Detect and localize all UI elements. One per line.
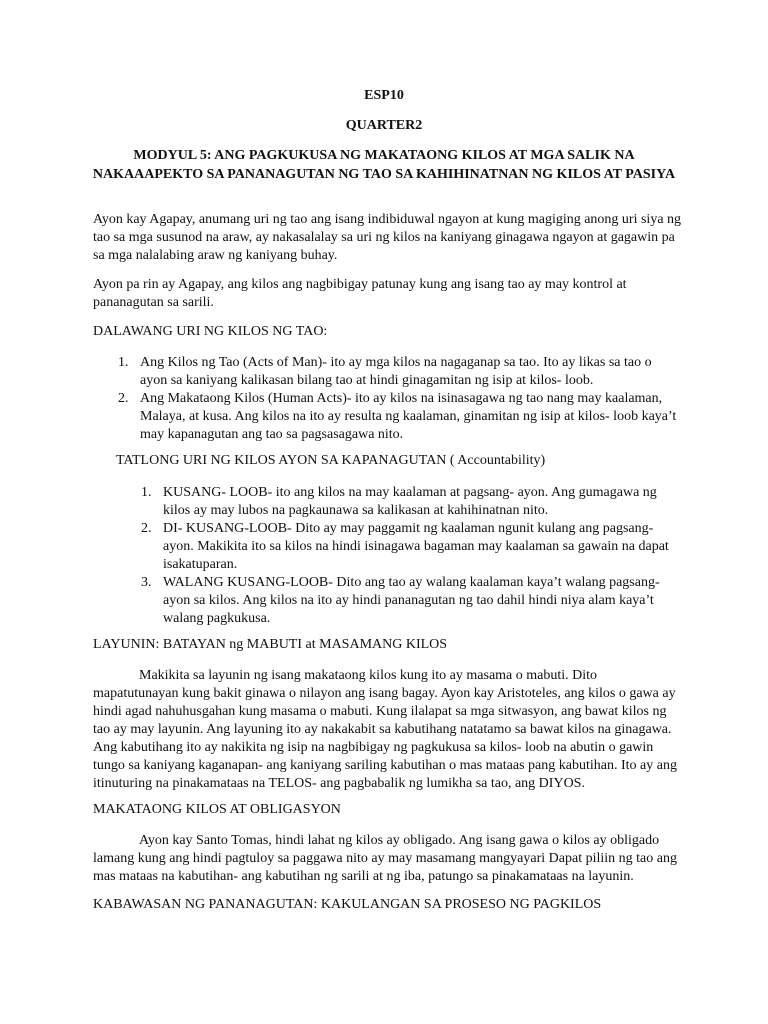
list-item-text: WALANG KUSANG-LOOB- Dito ang tao ay walang kaalaman kaya’t walang pagsang- ayon sa kilos. Ang kilos na ito ay hindi pananagutan ng tao dahil hindi niya alam kaya’t walang pagkukusa.	[163, 575, 660, 626]
list-item-text: DI- KUSANG-LOOB- Dito ay may paggamit ng kaalaman ngunit kulang ang pagsang- ayon. Makikita ito sa kilos na hindi isinagawa bagaman may kaalaman sa gawain na dapat isakatuparan.	[163, 521, 669, 572]
list-item	[141, 484, 678, 520]
list-item-number: 3.	[141, 575, 152, 590]
list-item-number: 1.	[141, 485, 152, 500]
list-item	[118, 354, 680, 390]
obligasyon-paragraph: Ayon kay Santo Tomas, hindi lahat ng kilos ay obligado. Ang isang gawa o kilos ay obligado lamang kung ang hindi pagtuloy sa paggawa nito ay may masamang mangyayari Dapat piliin ng tao ang mas mataas na kabutihan- ang kabutihan ng sarili at ng iba, patungo sa pinakamataas na layunin.	[93, 833, 677, 884]
intro-paragraph-2: Ayon pa rin ay Agapay, ang kilos ang nagbibigay patunay kung ang isang tao ay may kontrol at pananagutan sa sarili.	[93, 277, 627, 310]
list-item-text: Ang Makataong Kilos (Human Acts)- ito ay kilos na isinasagawa ng tao nang may kaalaman, Malaya, at kusa. Ang kilos na ito ay resulta ng kaalaman, ginamitan ng isip at kilos- loob kaya’t may kapanagutan ang tao sa pagsasagawa nito.	[140, 391, 677, 442]
list-item	[141, 574, 678, 628]
list-item-number: 2.	[141, 521, 152, 536]
list-item	[118, 390, 680, 444]
section-heading-layunin: LAYUNIN: BATAYAN ng MABUTI at MASAMANG KILOS	[93, 637, 448, 652]
list-item-number: 1.	[118, 355, 129, 370]
quarter-heading: QUARTER2	[345, 118, 423, 133]
list-item-number: 2.	[118, 391, 129, 406]
list-item-text: Ang Kilos ng Tao (Acts of Man)- ito ay mga kilos na nagaganap sa tao. Ito ay likas sa tao o ayon sa kaniyang kalikasan bilang tao at hindi ginagamitan ng isip at kilos- loob.	[140, 355, 652, 388]
intro-paragraph-1: Ayon kay Agapay, anumang uri ng tao ang isang indibiduwal ngayon at kung magiging anong uri siya ng tao sa mga susunod na araw, ay nakasalalay sa uri ng kilos na kaniyang ginagawa ngayon at gagawin pa sa mga nalalabing araw ng kaniyang buhay.	[93, 212, 682, 263]
section-heading-dalawang-uri: DALAWANG URI NG KILOS NG TAO:	[93, 324, 328, 339]
section-heading-obligasyon: MAKATAONG KILOS AT OBLIGASYON	[93, 802, 341, 817]
list-item-text: KUSANG- LOOB- ito ang kilos na may kaalaman at pagsang- ayon. Ang gumagawa ng kilos ay may lubos na pagkaunawa sa kalikasan at kahihinatnan nito.	[163, 485, 657, 518]
layunin-paragraph: Makikita sa layunin ng isang makataong kilos kung ito ay masama o mabuti. Dito mapatutunayan kung bakit ginawa o nilayon ang isang bagay. Ayon kay Aristoteles, ang kilos o gawa ay hindi agad nahuhusgahan kung masama o mabuti. Kung ilalapat sa mga sitwasyon, ang bawat kilos ng tao ay may layunin. Ang layuning ito ay nakakabit sa kabutihang natatamo sa bawat kilos na ginagawa. Ang kabutihang ito ay nakikita ng isip na nagbibigay ng pagkukusa sa kilos- loob na abutin o gawin tungo sa kaniyang kaganapan- ang kaniyang sariling kabutihan o mas mataas pang kabutihan. Ito ay ang itinuturing na pinakamataas na TELOS- ang pagbabalik ng lumikha sa tao, ang DIYOS.	[93, 668, 677, 791]
section-heading-kabawasan: KABAWASAN NG PANANAGUTAN: KAKULANGAN SA PROSESO NG PAGKILOS	[93, 897, 602, 912]
accountability-types-list	[141, 484, 678, 628]
list-item	[141, 520, 678, 574]
module-title: MODYUL 5: ANG PAGKUKUSA NG MAKATAONG KILOS AT MGA SALIK NA NAKAAAPEKTO SA PANANAGUTAN NG TAO SA KAHIHINATNAN NG KILOS AT PASIYA	[92, 148, 676, 182]
section-heading-tatlong-uri: TATLONG URI NG KILOS AYON SA KAPANAGUTAN ( Accountability)	[116, 453, 546, 468]
subject-heading: ESP10	[364, 88, 404, 103]
kilos-types-list	[118, 354, 680, 444]
